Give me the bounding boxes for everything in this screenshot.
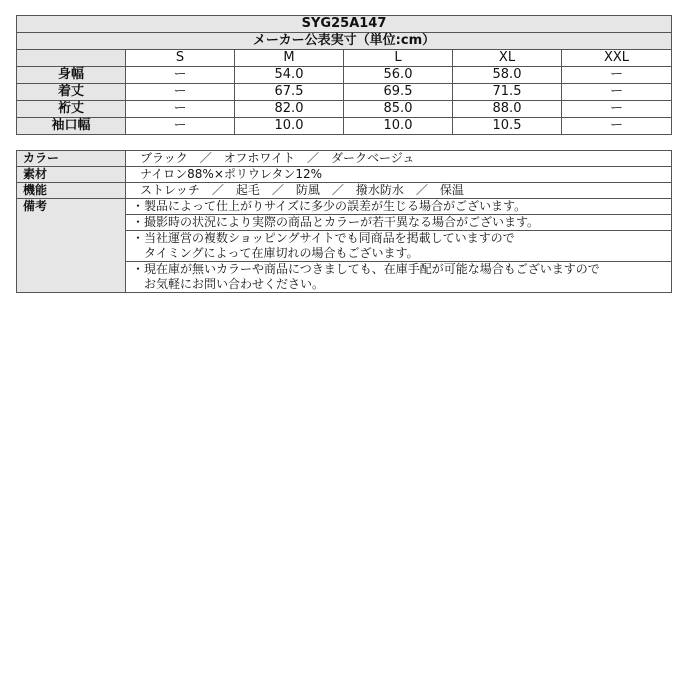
spec-row-color [17, 151, 672, 167]
spec-value: ストレッチ ／ 起毛 ／ 防風 ／ 撥水防水 ／ 保温 [126, 183, 672, 199]
table-cell: 10.5 [453, 118, 562, 135]
product-code: SYG25A147 [17, 16, 672, 33]
note-line: タイミングによって在庫切れの場合もございます。 [132, 246, 419, 260]
table-cell: ー [562, 67, 672, 84]
spec-value: ナイロン88%×ポリウレタン12% [126, 167, 672, 183]
table-cell: 56.0 [344, 67, 453, 84]
table-cell: ー [562, 101, 672, 118]
note-item [126, 215, 672, 231]
table-cell: ー [126, 118, 235, 135]
note-item [126, 199, 672, 215]
note-line: ・製品によって仕上がりサイズに多少の誤差が生じる場合がございます。 [132, 199, 527, 213]
corner-cell [17, 50, 126, 67]
table-row [17, 67, 672, 84]
spec-label: 備考 [17, 199, 126, 293]
table-cell: ー [562, 84, 672, 101]
spec-label: 素材 [17, 167, 126, 183]
spec-row-material [17, 167, 672, 183]
table-cell: 71.5 [453, 84, 562, 101]
table-row [17, 84, 672, 101]
table-cell: 10.0 [235, 118, 344, 135]
table-cell: 69.5 [344, 84, 453, 101]
size-table-subtitle: メーカー公表実寸（単位:cm） [17, 33, 672, 50]
spec-row-function [17, 183, 672, 199]
size-table [16, 15, 672, 135]
table-cell: ー [126, 101, 235, 118]
table-cell: 10.0 [344, 118, 453, 135]
size-header: XXL [562, 50, 672, 67]
size-header: M [235, 50, 344, 67]
row-label: 身幅 [17, 67, 126, 84]
table-row [17, 101, 672, 118]
table-cell: 88.0 [453, 101, 562, 118]
note-line: ・撮影時の状況により実際の商品とカラーが若干異なる場合がございます。 [132, 215, 540, 229]
size-header: L [344, 50, 453, 67]
spec-label: カラー [17, 151, 126, 167]
table-row [17, 118, 672, 135]
row-label: 着丈 [17, 84, 126, 101]
spec-label: 機能 [17, 183, 126, 199]
table-cell: 82.0 [235, 101, 344, 118]
size-header-row [17, 50, 672, 67]
table-cell: ー [126, 84, 235, 101]
spec-row-notes [17, 199, 672, 215]
table-cell: ー [562, 118, 672, 135]
table-cell: 85.0 [344, 101, 453, 118]
note-line: ・現在庫が無いカラーや商品につきましても、在庫手配が可能な場合もございますので [132, 262, 600, 276]
row-label: 袖口幅 [17, 118, 126, 135]
note-line: ・当社運営の複数ショッピングサイトでも同商品を掲載していますので [132, 231, 515, 245]
size-header: XL [453, 50, 562, 67]
spec-value: ブラック ／ オフホワイト ／ ダークベージュ [126, 151, 672, 167]
table-cell: ー [126, 67, 235, 84]
row-label: 裄丈 [17, 101, 126, 118]
table-cell: 54.0 [235, 67, 344, 84]
size-header: S [126, 50, 235, 67]
table-cell: 67.5 [235, 84, 344, 101]
table-cell: 58.0 [453, 67, 562, 84]
note-line: お気軽にお問い合わせください。 [132, 277, 325, 291]
note-item [126, 231, 672, 262]
spec-table [16, 150, 672, 293]
note-item [126, 262, 672, 293]
